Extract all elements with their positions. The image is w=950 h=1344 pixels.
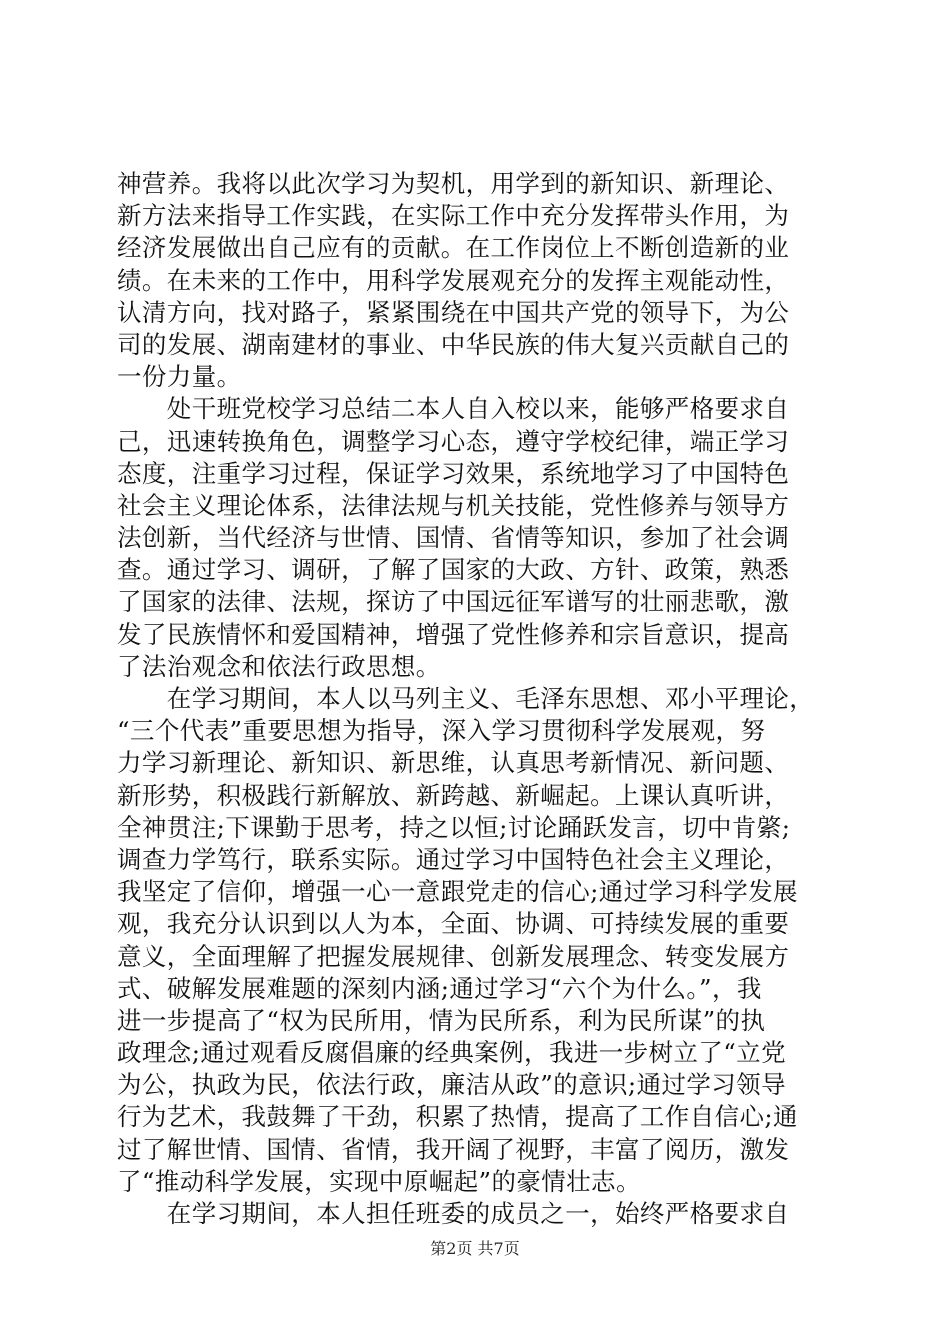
text-line: 我坚定了信仰，增强一心一意跟党走的信心;通过学习科学发展	[117, 877, 798, 907]
text-line: 进一步提高了“权为民所用，情为民所系，利为民所谋”的执	[117, 1005, 766, 1035]
text-line: 经济发展做出自己应有的贡献。在工作岗位上不断创造新的业	[117, 233, 790, 263]
text-line: 认清方向，找对路子，紧紧围绕在中国共产党的领导下，为公	[117, 297, 790, 327]
text-line: 己，迅速转换角色，调整学习心态，遵守学校纪律，端正学习	[117, 426, 790, 456]
text-line: 全神贯注;下课勤于思考，持之以恒;讨论踊跃发言，切中肯綮;	[117, 812, 791, 842]
text-line: 司的发展、湖南建材的事业、中华民族的伟大复兴贡献自己的	[117, 329, 790, 359]
text-line: 绩。在未来的工作中，用科学发展观充分的发挥主观能动性，	[117, 265, 790, 295]
text-line: 过了解世情、国情、省情，我开阔了视野，丰富了阅历，激发	[117, 1134, 790, 1164]
text-line: 法创新，当代经济与世情、国情、省情等知识，参加了社会调	[117, 523, 790, 553]
text-line: 政理念;通过观看反腐倡廉的经典案例，我进一步树立了“立党	[117, 1038, 786, 1068]
text-line: 处干班党校学习总结二本人自入校以来，能够严格要求自	[117, 394, 790, 424]
text-line: 社会主义理论体系，法律法规与机关技能，党性修养与领导方	[117, 490, 790, 520]
text-line: 式、破解发展难题的深刻内涵;通过学习“六个为什么。”，我	[117, 973, 762, 1003]
text-line: 查。通过学习、调研，了解了国家的大政、方针、政策，熟悉	[117, 555, 790, 585]
text-line: 观，我充分认识到以人为本，全面、协调、可持续发展的重要	[117, 909, 790, 939]
text-line: 了“推动科学发展，实现中原崛起”的豪情壮志。	[117, 1166, 641, 1196]
text-line: 神营养。我将以此次学习为契机，用学到的新知识、新理论、	[117, 169, 790, 198]
text-line: 意义，全面理解了把握发展规律、创新发展理念、转变发展方	[117, 941, 790, 971]
text-line: 调查力学笃行，联系实际。通过学习中国特色社会主义理论，	[117, 844, 790, 874]
text-line: “三个代表”重要思想为指导，深入学习贯彻科学发展观，努	[117, 716, 766, 746]
text-line: 在学习期间，本人担任班委的成员之一，始终严格要求自	[117, 1199, 790, 1228]
text-line: 新方法来指导工作实践，在实际工作中充分发挥带头作用，为	[117, 201, 790, 231]
text-line: 了法治观念和依法行政思想。	[117, 651, 441, 681]
text-line: 一份力量。	[117, 362, 242, 392]
page-footer: 第2页 共7页	[430, 1239, 520, 1258]
text-line: 了国家的法律、法规，探访了中国远征军谱写的壮丽悲歌，激	[117, 587, 790, 617]
text-line: 新形势，积极践行新解放、新跨越、新崛起。上课认真听讲，	[117, 780, 790, 810]
body-text	[117, 168, 837, 1230]
text-line: 在学习期间，本人以马列主义、毛泽东思想、邓小平理论，	[117, 684, 815, 713]
text-line: 行为艺术，我鼓舞了干劲，积累了热情，提高了工作自信心;通	[117, 1102, 798, 1132]
text-line: 力学习新理论、新知识、新思维，认真思考新情况、新问题、	[117, 748, 790, 778]
text-line: 发了民族情怀和爱国精神，增强了党性修养和宗旨意识，提高	[117, 619, 790, 649]
text-line: 态度，注重学习过程，保证学习效果，系统地学习了中国特色	[117, 458, 790, 488]
text-line: 为公，执政为民，依法行政，廉洁从政”的意识;通过学习领导	[117, 1070, 786, 1100]
